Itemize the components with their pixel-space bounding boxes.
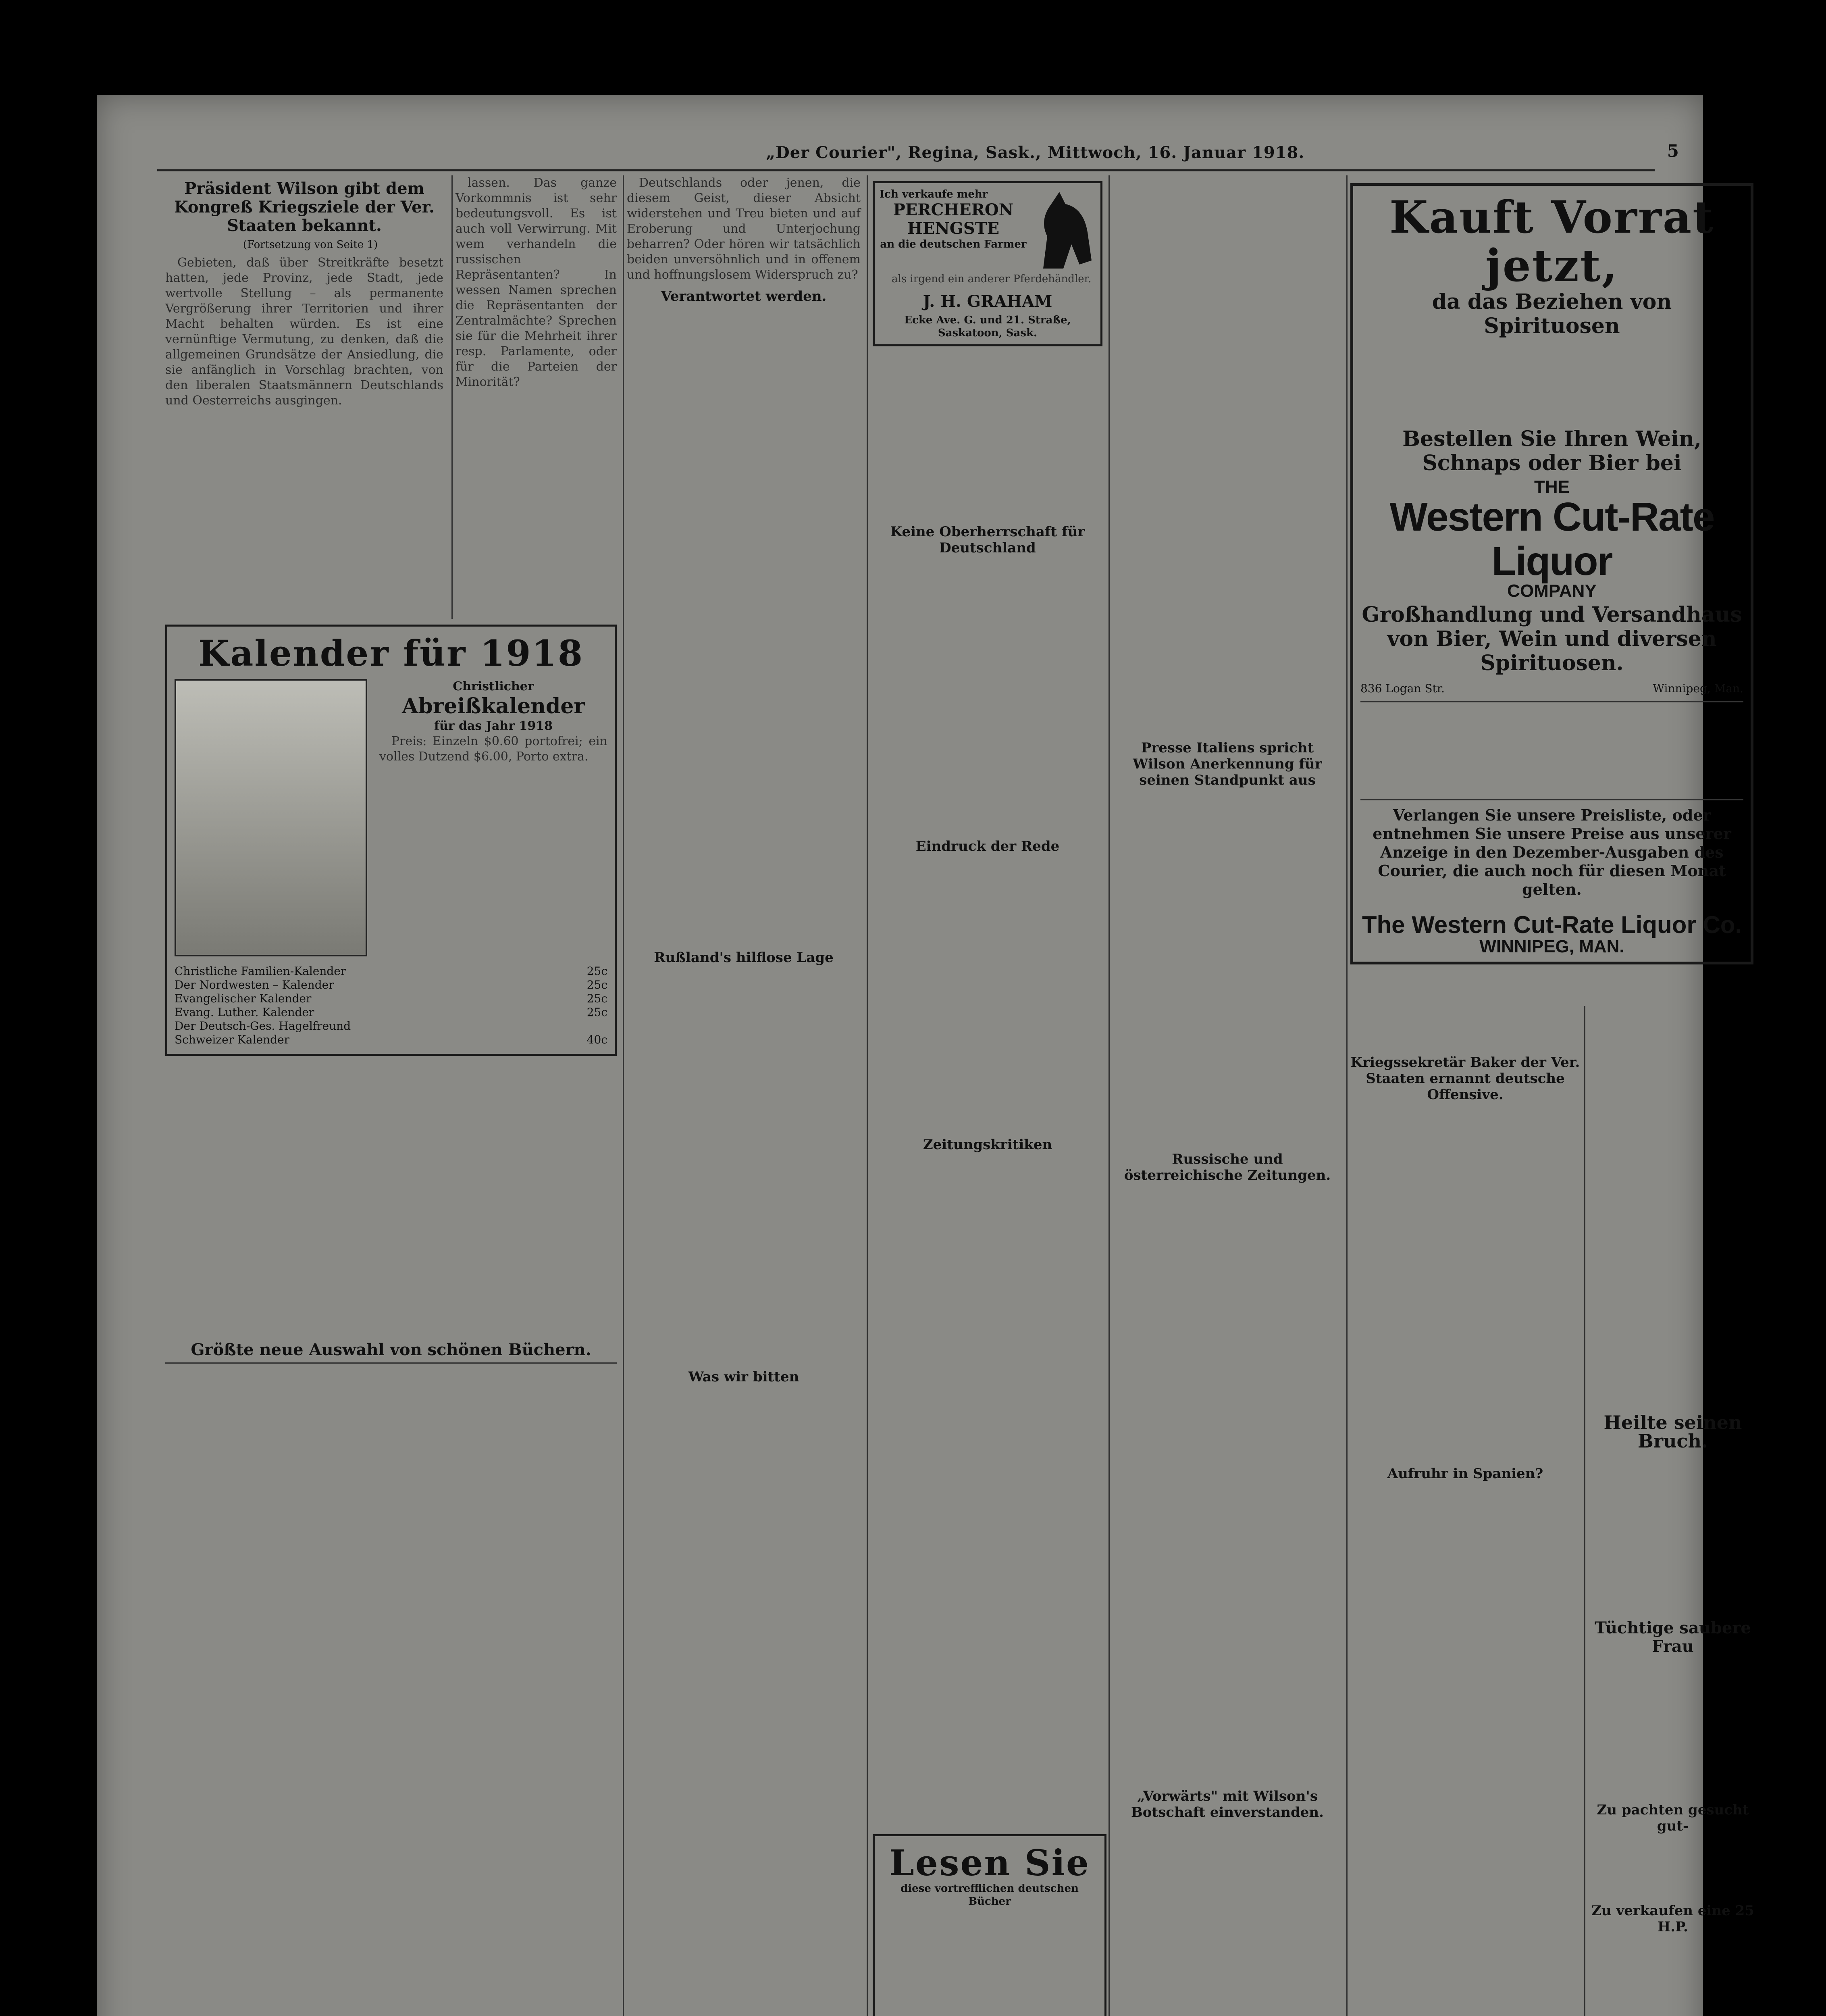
column-6 <box>1350 1006 1580 2016</box>
column-divider <box>1584 1006 1585 2016</box>
liquor-cta: Bestellen Sie Ihren Wein, Schnaps oder Bier bei <box>1402 427 1701 475</box>
liquor-request: Verlangen Sie unsere Preisliste, oder entnehmen Sie unsere Preise aus unserer Anzeige in den Dezember-Ausgaben des Courier, die auch noch für diesen Monat gelten. <box>1373 806 1731 898</box>
liquor-city: Winnipeg, Man. <box>1653 682 1743 695</box>
liquor-notice-area <box>1360 701 1743 800</box>
calendar-title: Kalender für 1918 <box>198 632 584 674</box>
column-divider <box>1108 175 1110 2016</box>
percheron-text: als irgend ein anderer Pferdehändler. <box>892 273 1092 285</box>
liquor-title: Kauft Vorrat jetzt, <box>1389 191 1714 292</box>
headline: Kriegssekretär Baker der Ver. Staaten ernannt deutsche Offensive. <box>1350 1054 1580 1103</box>
subheading: Verantwortet werden. <box>661 288 827 304</box>
lesen-list-area <box>882 1908 1097 2016</box>
calendar-price: Preis: Einzeln $0.60 portofrei; ein volles Dutzend $6.00, Porto extra. <box>379 734 607 764</box>
books-list-area <box>165 1362 617 2016</box>
column-divider <box>451 175 453 619</box>
column-3 <box>627 175 861 2016</box>
headline: Russische und österreichische Zeitungen. <box>1124 1151 1331 1183</box>
column-2 <box>455 175 617 619</box>
headline: Aufruhr in Spanien? <box>1387 1466 1543 1482</box>
column-divider <box>1346 175 1348 2016</box>
lesen-ad <box>873 1829 1106 2016</box>
article-text: Deutschlands oder jenen, die diesem Geist, dieser Absicht widerstehen und Treu bieten und auf Eroberung und Unterjochung beharren? Oder hören wir tatsächlich beiden unversöhnlich und in offenem und hoffnungslosem Widerspruch zu? <box>627 176 861 282</box>
calendar-item: Evangelischer Kalender 25c <box>175 992 607 1005</box>
books-title: Größte neue Auswahl von schönen Büchern. <box>191 1340 591 1359</box>
liquor-ad <box>1350 177 1753 1000</box>
books-ad <box>165 1337 617 2016</box>
liquor-company-name: Western Cut-Rate Liquor <box>1389 494 1714 584</box>
liquor-footer-city: WINNIPEG, MAN. <box>1479 937 1624 956</box>
liquor-law-text-area <box>1360 338 1743 427</box>
calendar-item: Christliche Familien-Kalender 25c <box>175 964 607 978</box>
classified-spacer <box>1588 1006 1757 1409</box>
column-5 <box>1113 175 1342 2016</box>
calendar-item: Schweizer Kalender 40c <box>175 1033 607 1046</box>
header-rule <box>157 169 1655 171</box>
percheron-address: Ecke Ave. G. und 21. Straße, Saskatoon, Sask. <box>904 314 1071 339</box>
lesen-subtitle: diese vortrefflichen deutschen Bücher <box>901 1883 1079 1908</box>
lesen-title: Lesen Sie <box>889 1842 1090 1884</box>
percheron-line3: an die deutschen Farmer <box>880 238 1027 250</box>
headline: Eindruck der Rede <box>915 838 1060 854</box>
liquor-subtitle: da das Beziehen von Spirituosen <box>1432 289 1672 338</box>
liquor-footer-name: The Western Cut-Rate Liquor Co. <box>1362 911 1742 938</box>
frau-title: Tüchtige saubere Frau <box>1595 1618 1751 1656</box>
percheron-line1: Ich verkaufe mehr <box>880 188 988 200</box>
calendar-line2: Abreißkalender <box>402 694 585 719</box>
percheron-name: J. H. GRAHAM <box>923 292 1052 311</box>
page-number: 5 <box>1667 141 1679 161</box>
headline: „Vorwärts" mit Wilson's Botschaft einverstanden. <box>1131 1788 1324 1820</box>
percheron-line2: PERCHERON HENGSTE <box>893 200 1014 238</box>
liquor-address: 836 Logan Str. <box>1360 682 1445 695</box>
article-title: Präsident Wilson gibt dem Kongreß Kriegsziele der Ver. Staaten bekannt. <box>174 179 435 235</box>
liquor-address-row <box>1360 682 1743 696</box>
verkaufen-title: Zu verkaufen eine 25 H.P. <box>1591 1903 1754 1935</box>
liquor-the: THE <box>1534 477 1570 497</box>
calendar-item: Evang. Luther. Kalender 25c <box>175 1006 607 1019</box>
article-text: lassen. Das ganze Vorkommnis ist sehr bedeutungsvoll. Es ist auch voll Verwirrung. Mit wem verhandeln die russischen Repräsentanten? In wessen Namen sprechen die Repräsentanten der Zentralmächte? Sprechen sie für die Mehrheit ihrer resp. Parlamente, oder für die Parteien der Minorität? <box>455 176 617 389</box>
horse-head-icon <box>1027 188 1096 273</box>
headline: Keine Oberherrschaft für Deutschland <box>890 524 1085 556</box>
classifieds-column <box>1588 1006 1757 2016</box>
subheading: Rußland's hilflose Lage <box>654 950 834 966</box>
page-header: „Der Courier", Regina, Sask., Mittwoch, 16. Januar 1918. <box>766 143 1305 162</box>
bruch-title: Heilte seinen Bruch. <box>1603 1412 1742 1452</box>
calendar-item: Der Deutsch-Ges. Hagelfreund <box>175 1019 351 1033</box>
liquor-company-label: COMPANY <box>1507 581 1597 601</box>
calendar-ad <box>165 619 617 1337</box>
calendar-illustration <box>175 679 367 956</box>
subheading: Was wir bitten <box>688 1369 799 1385</box>
liquor-description: Großhandlung und Versandhaus von Bier, Wein und diversen Spirituosen. <box>1362 602 1742 675</box>
percheron-ad <box>873 175 1102 510</box>
article-text: Gebieten, daß über Streitkräfte besetzt hatten, jede Provinz, jede Stadt, jede wertvolle Stellung – als permanente Vergrößerung ihrer Territorien und ihrer Macht behalten würden. Es ist eine vernünftige Vermutung, zu denken, daß die allgemeinen Grundsätze der Ansiedlung, die sie anfänglich in Vorschlag brachten, von den liberalen Staatsmännern Deutschlands und Oesterreichs ausgingen. <box>165 256 443 408</box>
newspaper-page <box>97 95 1754 2016</box>
column-divider <box>867 175 868 2016</box>
calendar-line1: Christlicher <box>453 679 534 694</box>
calendar-line3: für das Jahr 1918 <box>434 719 553 733</box>
headline: Presse Italiens spricht Wilson Anerkennung für seinen Standpunkt aus <box>1133 740 1322 788</box>
headline: Zeitungskritiken <box>923 1137 1052 1153</box>
continued-note: (Fortsetzung von Seite 1) <box>243 239 378 251</box>
column-divider <box>623 175 624 2016</box>
column-4 <box>873 518 1102 1607</box>
pachten-title: Zu pachten gesucht gut- <box>1597 1802 1749 1834</box>
calendar-item: Der Nordwesten – Kalender 25c <box>175 978 607 991</box>
